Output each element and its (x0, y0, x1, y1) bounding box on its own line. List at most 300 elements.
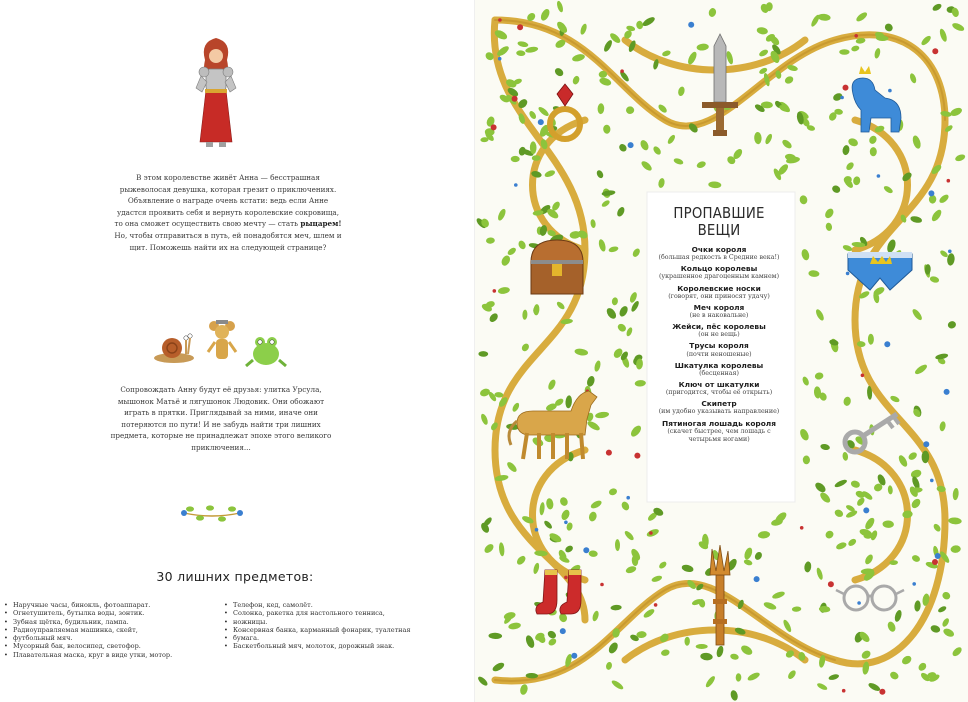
berry-decoration (626, 496, 630, 500)
leaf-decoration (754, 132, 762, 145)
leaf-decoration (736, 673, 742, 681)
leaf-decoration (917, 661, 928, 672)
flower-decoration (800, 526, 804, 530)
leaf-decoration (497, 286, 510, 294)
lost-item-name: Трусы короля (689, 341, 749, 351)
leaf-decoration (911, 308, 924, 322)
extras-item: • Солонка, ракетка для настольного тенниса, (224, 609, 434, 617)
leaf-decoration (477, 675, 489, 687)
intro-text-2: Но, чтобы отправиться в путь, ей понадобятся меч, шлем и щит. Поможешь найти их на следующей странице? (114, 230, 342, 252)
leaf-decoration (520, 342, 530, 352)
leaf-decoration (951, 21, 965, 32)
leaf-decoration (831, 184, 842, 194)
leaf-decoration (929, 275, 940, 283)
leaf-decoration (661, 50, 671, 58)
leaf-decoration (696, 160, 707, 169)
leaf-decoration (588, 550, 598, 557)
leaf-decoration (611, 297, 618, 306)
flower-decoration (840, 96, 844, 100)
lost-item-name: Пятиногая лошадь короля (662, 418, 776, 428)
berry-decoration (948, 250, 952, 254)
leaf-decoration (517, 239, 527, 250)
leaf-decoration (539, 8, 551, 22)
leaf-decoration (553, 66, 565, 77)
socks-illustration (536, 570, 581, 614)
leaf-decoration (602, 39, 613, 53)
lost-item (655, 245, 783, 262)
lost-item-name: Королевские носки (677, 283, 761, 293)
lost-item-name: Меч короля (693, 302, 745, 312)
leaf-decoration (834, 478, 848, 488)
leaf-decoration (910, 497, 922, 510)
leaf-decoration (629, 424, 643, 439)
leaf-decoration (586, 419, 601, 432)
leaf-decoration (864, 553, 875, 565)
lost-item (655, 399, 783, 416)
leaf-decoration (920, 34, 932, 46)
flower-decoration (930, 479, 934, 483)
leaf-decoration (911, 135, 922, 150)
flower-decoration (843, 85, 849, 91)
leaf-decoration (546, 629, 557, 640)
berry-decoration (564, 521, 568, 525)
extras-item: • Огнетушитель, бутылка воды, зонтик. (4, 609, 209, 617)
leaf-decoration (525, 46, 539, 54)
berry-decoration (514, 183, 518, 187)
extras-item: • Наручные часы, бинокль, фотоаппарат. (4, 601, 209, 609)
leaf-decoration (716, 645, 725, 658)
flower-decoration (491, 124, 497, 130)
extras-item: • Телефон, кед, самолёт. (224, 601, 434, 609)
lost-item-note: (украшенное драгоценным камнем) (658, 273, 780, 281)
leaf-decoration (947, 253, 956, 266)
leaf-decoration (855, 11, 869, 23)
leaf-decoration (758, 48, 769, 57)
leaf-decoration (842, 452, 849, 462)
extras-item: • Плавательная маска, круг в виде утки, мотор. (4, 651, 209, 659)
leaf-decoration (781, 138, 793, 150)
leaf-decoration (888, 485, 894, 494)
leaf-decoration (784, 75, 795, 85)
leaf-decoration (868, 134, 878, 145)
leaf-decoration (696, 43, 709, 51)
leaf-decoration (907, 451, 918, 462)
leaf-decoration (601, 199, 611, 208)
leaf-decoration (816, 682, 828, 691)
leaf-decoration (641, 15, 656, 27)
leaf-decoration (625, 565, 637, 575)
sprig-illustration (181, 505, 243, 521)
leaf-decoration (539, 502, 545, 516)
leaf-decoration (625, 327, 633, 338)
extras-item-cont: • ножницы. (224, 618, 434, 626)
leaf-decoration (607, 641, 620, 655)
leaf-decoration (595, 411, 610, 419)
leaf-decoration (845, 161, 855, 172)
leaf-decoration (511, 156, 520, 163)
leaf-decoration (626, 106, 634, 114)
leaf-decoration (758, 531, 771, 539)
lost-item-note: (пригодится, чтобы её открыть) (665, 389, 773, 397)
frog-illustration (246, 337, 286, 366)
leaf-decoration (544, 169, 556, 178)
leaf-decoration (543, 519, 553, 530)
leaf-decoration (488, 312, 500, 324)
leaf-decoration (658, 560, 668, 570)
flower-decoration (606, 450, 612, 456)
leaf-decoration (867, 681, 881, 692)
extras-item: • Зубная щётка, будильник, лампа. (4, 618, 209, 626)
leaf-decoration (556, 0, 564, 13)
leaf-decoration (800, 248, 810, 261)
leaf-decoration (739, 644, 754, 657)
flower-decoration (863, 507, 869, 513)
leaf-decoration (660, 649, 670, 657)
berry-decoration (935, 553, 941, 559)
leaf-decoration (605, 306, 618, 320)
leaf-decoration (547, 637, 557, 647)
berry-decoration (649, 531, 653, 535)
leaf-decoration (700, 652, 713, 661)
leaf-decoration (597, 103, 604, 114)
leaf-decoration (677, 86, 685, 97)
leaf-decoration (533, 304, 540, 316)
leaf-decoration (491, 661, 505, 673)
lost-item-name: Шкатулка королевы (674, 360, 764, 370)
lost-item (655, 341, 783, 358)
leaf-decoration (952, 488, 959, 501)
panel-title-line1: ПРОПАВШИЕ (673, 205, 765, 222)
leaf-decoration (565, 395, 573, 409)
leaf-decoration (939, 249, 949, 258)
leaf-decoration (902, 510, 913, 519)
leaf-decoration (673, 157, 684, 165)
lost-item-name: Скипетр (701, 399, 737, 409)
leaf-decoration (941, 591, 952, 601)
mouse-illustration (208, 320, 236, 359)
leaf-decoration (839, 49, 849, 55)
flower-decoration (857, 601, 861, 605)
berry-decoration (538, 119, 544, 125)
leaf-decoration (743, 558, 753, 566)
leaf-decoration (914, 363, 929, 376)
leaf-decoration (506, 246, 517, 256)
lost-item-note: (почти неношеные) (686, 350, 752, 358)
leaf-decoration (634, 380, 646, 387)
leaf-decoration (756, 26, 768, 35)
leaf-decoration (528, 110, 537, 120)
leaf-decoration (730, 653, 740, 661)
flower-decoration (628, 142, 634, 148)
leaf-decoration (591, 610, 599, 622)
leaf-decoration (486, 237, 495, 244)
leaf-decoration (889, 395, 900, 404)
flower-decoration (932, 48, 938, 54)
leaf-decoration (511, 402, 520, 413)
extras-list-right (224, 601, 434, 651)
leaf-decoration (856, 496, 866, 507)
lost-item-note: (он не вещь) (698, 331, 740, 339)
leaf-decoration (886, 620, 897, 633)
intro-bold-word: рыцарем! (300, 219, 342, 229)
leaf-decoration (863, 516, 876, 531)
berry-decoration (560, 628, 566, 634)
panel-title-line2: ВЕЩИ (697, 222, 741, 239)
leaf-decoration (803, 455, 811, 464)
leaf-decoration (500, 254, 512, 267)
leaf-decoration (696, 644, 708, 649)
leaf-decoration (843, 396, 852, 406)
leaf-decoration (537, 105, 550, 117)
leaf-decoration (560, 508, 571, 521)
leaf-decoration (708, 181, 721, 188)
leaf-decoration (850, 480, 861, 489)
leaf-decoration (939, 421, 946, 432)
leaf-decoration (930, 624, 942, 634)
leaf-decoration (847, 137, 859, 148)
lost-item (655, 419, 783, 444)
leaf-decoration (743, 546, 754, 560)
lost-item (655, 264, 783, 281)
leaf-decoration (886, 238, 897, 253)
leaf-decoration (681, 564, 694, 574)
leaf-decoration (532, 562, 540, 574)
flower-decoration (846, 272, 850, 276)
lost-item-name: Кольцо королевы (680, 264, 758, 274)
berry-decoration (600, 583, 604, 587)
leaf-decoration (651, 574, 663, 583)
leaf-decoration (508, 622, 522, 630)
leaf-decoration (515, 554, 527, 566)
leaf-decoration (868, 334, 874, 345)
leaf-decoration (610, 605, 622, 611)
lost-item-note: (им удобно указывать направление) (658, 408, 780, 416)
leaf-decoration (938, 193, 950, 204)
leaf-decoration (547, 378, 557, 391)
flower-decoration (564, 576, 568, 580)
berry-decoration (912, 582, 916, 586)
leaf-decoration (798, 428, 810, 442)
leaf-decoration (889, 670, 900, 681)
flower-decoration (517, 24, 523, 30)
leaf-decoration (818, 491, 832, 505)
berry-decoration (634, 453, 640, 459)
leaf-decoration (950, 545, 961, 554)
lost-item (655, 284, 783, 301)
leaf-decoration (686, 50, 698, 65)
leaf-decoration (488, 633, 502, 640)
leaf-decoration (825, 222, 833, 231)
leaf-decoration (814, 308, 825, 322)
leaf-decoration (874, 48, 882, 60)
leaf-decoration (546, 498, 554, 510)
leaf-decoration (947, 320, 957, 329)
leaf-decoration (900, 654, 913, 666)
flower-decoration (688, 22, 694, 28)
leaf-decoration (954, 153, 966, 162)
leaf-decoration (842, 145, 850, 156)
leaf-decoration (747, 671, 761, 682)
leaf-decoration (860, 649, 872, 660)
leaf-decoration (603, 125, 611, 134)
leaf-decoration (639, 139, 650, 152)
leaf-decoration (771, 590, 785, 600)
leaf-decoration (914, 600, 921, 612)
lost-item-name: Жейси, пёс королевы (672, 322, 766, 332)
flower-decoration (654, 603, 658, 607)
leaf-decoration (930, 208, 943, 223)
leaf-decoration (842, 244, 853, 252)
lost-item-note: (скачет быстрее, чем лошадь с четырьмя ногами) (667, 427, 771, 443)
leaf-decoration (801, 376, 810, 387)
leaf-decoration (574, 348, 588, 357)
extras-item-cont: • бумага. (224, 634, 434, 642)
leaf-decoration (725, 50, 734, 65)
leaf-decoration (787, 669, 798, 680)
flower-decoration (571, 653, 577, 659)
leaf-decoration (572, 75, 581, 85)
leaf-decoration (941, 617, 950, 628)
leaf-decoration (652, 145, 662, 156)
leaf-decoration (595, 169, 604, 179)
leaf-decoration (620, 500, 630, 511)
leaf-decoration (753, 551, 763, 562)
extras-item: • Мусорный бак, велосипед, светофор. (4, 642, 209, 650)
glasses-illustration (836, 586, 904, 610)
leaf-decoration (897, 454, 909, 468)
panel-title (655, 205, 783, 239)
leaf-decoration (616, 322, 627, 333)
lost-item-note: (большая редкость в Средние века!) (658, 254, 780, 262)
berry-decoration (493, 289, 497, 293)
extras-item: • Баскетбольный мяч, молоток, дорожный знак. (224, 642, 434, 650)
leaf-decoration (480, 413, 489, 426)
leaf-decoration (824, 529, 835, 540)
intro-text-1: В этом королевстве живёт Анна — бесстрашная рыжеволосая девушка, которая грезит о приключениях. Объявление о награде очень кстати: ведь если Анне удастся проявить себя и вернуть королевские сокровища, то она сможет осуществить свою мечту — стать (114, 173, 339, 229)
leaf-decoration (684, 637, 690, 646)
lost-item-name: Очки короля (691, 245, 747, 254)
leaf-decoration (483, 542, 495, 554)
leaf-decoration (808, 270, 820, 278)
lost-item-note: (бесценная) (699, 369, 739, 377)
leaf-decoration (708, 7, 718, 18)
lost-item (655, 380, 783, 397)
leaf-decoration (870, 147, 877, 156)
leaf-decoration (883, 22, 894, 33)
lost-item (655, 322, 783, 339)
leaf-decoration (932, 523, 942, 533)
flower-decoration (854, 34, 858, 38)
anna-illustration (0, 0, 475, 702)
leaf-decoration (586, 375, 596, 388)
horse-illustration (509, 391, 597, 459)
leaf-decoration (949, 106, 963, 117)
leaf-decoration (598, 239, 607, 253)
leaf-decoration (590, 499, 603, 510)
leaf-decoration (646, 528, 660, 539)
leaf-decoration (814, 481, 828, 494)
leaf-decoration (911, 554, 921, 563)
leaf-decoration (498, 542, 505, 556)
berry-decoration (535, 528, 539, 532)
leaf-decoration (636, 20, 644, 29)
leaf-decoration (556, 300, 566, 310)
leaf-decoration (938, 28, 948, 43)
leaf-decoration (828, 673, 840, 681)
companions-paragraph: Сопровождать Анну будут её друзья: улитка Урсула, мышонок Матьё и лягушонок Людовик. Они обожают играть в прятки. Приглядывай за ними, иначе они потеряются по пути! И не забудь найти три лишних предмета, которые не принадлежат эпохе этого великого приключения... (110, 385, 332, 452)
leaf-decoration (497, 208, 508, 222)
leaf-decoration (658, 177, 666, 188)
berry-decoration (877, 174, 881, 178)
lost-items-panel (655, 205, 783, 446)
leaf-decoration (799, 195, 808, 205)
leaf-decoration (931, 2, 942, 12)
leaf-decoration (730, 689, 739, 701)
flower-decoration (932, 559, 938, 565)
leaf-decoration (616, 206, 626, 218)
leaf-decoration (615, 539, 620, 551)
leaf-decoration (593, 360, 601, 372)
leaf-decoration (478, 351, 488, 357)
leaf-decoration (598, 76, 612, 87)
leaf-decoration (666, 134, 676, 145)
leaf-decoration (524, 634, 536, 649)
flower-decoration (498, 18, 502, 22)
berry-decoration (498, 57, 502, 61)
leaf-decoration (792, 606, 802, 612)
leaf-decoration (948, 517, 962, 525)
leaf-decoration (618, 143, 628, 153)
leaf-decoration (847, 537, 858, 547)
leaf-decoration (516, 50, 526, 56)
flower-decoration (828, 581, 834, 587)
extras-title: 30 лишних предметов: (156, 569, 314, 584)
berry-decoration (842, 689, 846, 693)
berry-decoration (861, 374, 865, 378)
leaf-decoration (579, 23, 588, 35)
flower-decoration (928, 190, 934, 196)
leaf-decoration (817, 13, 830, 21)
leaf-decoration (623, 530, 635, 542)
leaf-decoration (909, 72, 918, 84)
lost-item-note: (не в наковальне) (689, 311, 749, 319)
leaf-decoration (704, 675, 716, 689)
leaf-decoration (608, 245, 619, 253)
flower-decoration (888, 89, 892, 93)
leaf-decoration (894, 609, 903, 622)
leaf-decoration (519, 683, 529, 695)
leaf-decoration (763, 601, 777, 611)
flower-decoration (947, 179, 951, 183)
leaf-decoration (814, 372, 824, 381)
leaf-decoration (506, 460, 519, 473)
leaf-decoration (559, 496, 570, 507)
extras-list-left (4, 601, 209, 659)
leaf-decoration (588, 511, 598, 523)
flower-decoration (944, 389, 950, 395)
flower-decoration (620, 69, 624, 73)
leaf-decoration (522, 309, 528, 319)
leaf-decoration (605, 661, 613, 670)
lost-item-name: Ключ от шкатулки (678, 379, 760, 389)
leaf-decoration (833, 508, 844, 518)
leaf-decoration (951, 646, 963, 658)
leaf-decoration (564, 544, 574, 553)
leaf-decoration (942, 627, 955, 639)
lost-item-note: (говорят, они приносят удачу) (668, 292, 770, 300)
berry-decoration (583, 547, 589, 553)
leaf-decoration (815, 567, 823, 580)
